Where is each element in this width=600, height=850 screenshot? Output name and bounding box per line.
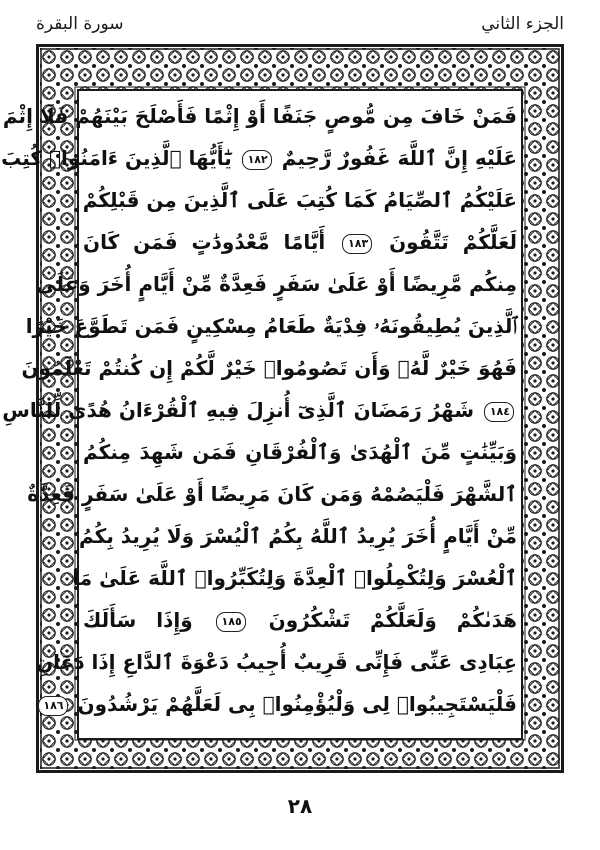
page-number: ٢٨ bbox=[287, 794, 313, 818]
verse-line: مِّنْ أَيَّامٍ أُخَرَ يُرِيدُ ٱللَّهُ بِكُمُ ٱلْيُسْرَ وَلَا يُرِيدُ بِكُمُ bbox=[79, 524, 517, 548]
juz-title: الجزء الثاني bbox=[481, 14, 564, 34]
verse-line: عَلَيْكُمُ ٱلصِّيَامُ كَمَا كُتِبَ عَلَى ٱلَّذِينَ مِن قَبْلِكُمْ bbox=[82, 188, 517, 212]
verse-line: مِنكُم مَّرِيضًا أَوْ عَلَىٰ سَفَرٍ فَعِدَّةٌ مِّنْ أَيَّامٍ أُخَرَ وَعَلَى bbox=[36, 272, 517, 296]
surah-title: سورة البقرة bbox=[36, 14, 124, 34]
verse-line: ٱلَّذِينَ يُطِيقُونَهُۥ فِدْيَةٌ طَعَامُ مِسْكِينٍ فَمَن تَطَوَّعَ خَيْرًا bbox=[25, 314, 517, 338]
verse-line: فَمَنْ خَافَ مِن مُّوصٍ جَنَفًا أَوْ إِثْمًا فَأَصْلَحَ بَيْنَهُمْ فَلَا إِثْمَ bbox=[2, 104, 517, 128]
verse-line: ١٨٤ شَهْرُ رَمَضَانَ ٱلَّذِىٓ أُنزِلَ فِيهِ ٱلْقُرْءَانُ هُدًى لِّلنَّاسِ bbox=[83, 391, 517, 429]
ayah-number-marker: ١٨٦ bbox=[38, 696, 68, 716]
verse-line: لَعَلَّكُمْ تَتَّقُونَ ١٨٣ أَيَّامًا مَّعْدُودَٰتٍ فَمَن كَانَ bbox=[83, 230, 517, 254]
verse-line: ٱلْعُسْرَ وَلِتُكْمِلُوا۟ ٱلْعِدَّةَ وَلِتُكَبِّرُوا۟ ٱللَّهَ عَلَىٰ مَا bbox=[72, 566, 517, 590]
verse-line: عِبَادِى عَنِّى فَإِنِّى قَرِيبٌ أُجِيبُ دَعْوَةَ ٱلدَّاعِ إِذَا دَعَانِ bbox=[36, 650, 517, 674]
ayah-number-marker: ١٨٣ bbox=[342, 234, 372, 254]
verse-line: ٱلشَّهْرَ فَلْيَصُمْهُ وَمَن كَانَ مَرِيضًا أَوْ عَلَىٰ سَفَرٍ فَعِدَّةٌ bbox=[27, 482, 517, 506]
quran-text-block bbox=[1, 95, 517, 734]
verse-line: عَلَيْهِ إِنَّ ٱللَّهَ غَفُورٌ رَّحِيمٌ ١٨٢ يَٰٓأَيُّهَا ٱلَّذِينَ ءَامَنُوا۟ كُتِبَ bbox=[1, 146, 517, 170]
verse-line: فَلْيَسْتَجِيبُوا۟ لِى وَلْيُؤْمِنُوا۟ بِى لَعَلَّهُمْ يَرْشُدُونَ ١٨٦ bbox=[83, 685, 517, 723]
verse-line: وَبَيِّنَٰتٍ مِّنَ ٱلْهُدَىٰ وَٱلْفُرْقَانِ فَمَن شَهِدَ مِنكُمُ bbox=[83, 440, 517, 464]
verse-line: هَدَىٰكُمْ وَلَعَلَّكُمْ تَشْكُرُونَ ١٨٥ وَإِذَا سَأَلَكَ bbox=[83, 608, 517, 632]
ayah-number-marker: ١٨٢ bbox=[242, 150, 272, 170]
ayah-number-marker: ١٨٤ bbox=[484, 402, 514, 422]
verse-line: فَهُوَ خَيْرٌ لَّهُۥ وَأَن تَصُومُوا۟ خَيْرٌ لَّكُمْ إِن كُنتُمْ تَعْلَمُونَ bbox=[21, 356, 517, 380]
ayah-number-marker: ١٨٥ bbox=[216, 612, 246, 632]
page-header bbox=[36, 14, 564, 38]
